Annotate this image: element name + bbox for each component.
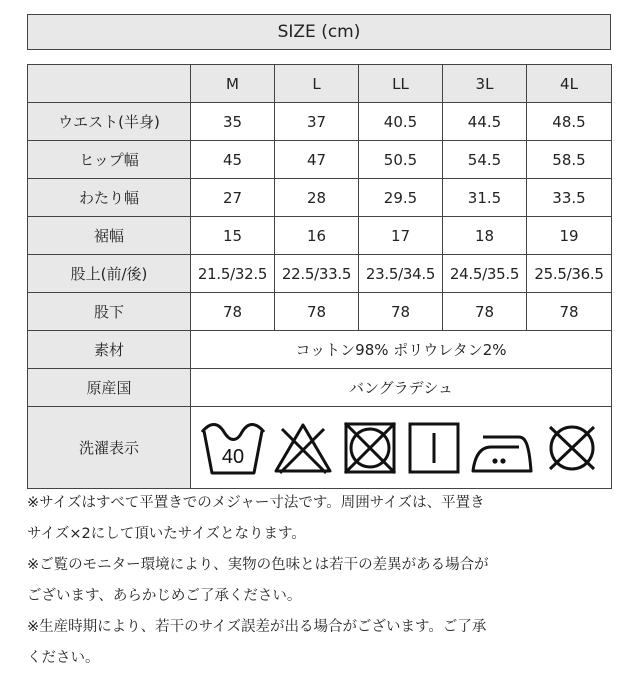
table-row	[28, 179, 612, 217]
table-cell: 22.5/33.5	[275, 255, 359, 293]
note-line: ※サイズはすべて平置きでのメジャー寸法です。周囲サイズは、平置き	[27, 495, 485, 511]
table-cell: 25.5/36.5	[527, 255, 612, 293]
table-cell: 78	[443, 293, 527, 331]
no-dry-clean-icon	[542, 419, 602, 477]
column-header: 4L	[527, 65, 612, 103]
origin-row	[28, 369, 612, 407]
no-tumble-dry-icon	[341, 419, 399, 477]
table-cell: 27	[191, 179, 275, 217]
table-cell: 45	[191, 141, 275, 179]
column-header: LL	[359, 65, 443, 103]
table-cell: 58.5	[527, 141, 612, 179]
note-line: ※ご覧のモニター環境により、実物の色味とは若干の差異がある場合が	[27, 557, 489, 573]
table-cell: 17	[359, 217, 443, 255]
no-bleach-icon	[272, 419, 334, 477]
table-row	[28, 217, 612, 255]
row-label: 裾幅	[28, 217, 191, 255]
table-cell: 44.5	[443, 103, 527, 141]
table-row	[28, 293, 612, 331]
table-cell: 15	[191, 217, 275, 255]
table-cell: 78	[275, 293, 359, 331]
row-label: ヒップ幅	[28, 141, 191, 179]
table-cell: 40.5	[359, 103, 443, 141]
table-cell: 28	[275, 179, 359, 217]
table-cell: 50.5	[359, 141, 443, 179]
column-header: 3L	[443, 65, 527, 103]
size-table-title: SIZE (cm)	[27, 14, 611, 50]
iron-low-icon	[469, 419, 535, 477]
table-row	[28, 255, 612, 293]
size-notes	[27, 488, 617, 674]
table-cell: 24.5/35.5	[443, 255, 527, 293]
table-cell: 31.5	[443, 179, 527, 217]
wash-40-icon	[200, 419, 266, 477]
note-line: ください。	[27, 650, 100, 666]
table-cell: 23.5/34.5	[359, 255, 443, 293]
note-line: ございます、あらかじめご了承ください。	[27, 588, 302, 604]
table-cell: 33.5	[527, 179, 612, 217]
column-header: M	[191, 65, 275, 103]
column-header: L	[275, 65, 359, 103]
corner-cell	[28, 65, 191, 103]
table-cell: 37	[275, 103, 359, 141]
line-dry-icon	[405, 419, 463, 477]
table-cell: 21.5/32.5	[191, 255, 275, 293]
row-label: 原産国	[28, 369, 191, 407]
table-cell: 19	[527, 217, 612, 255]
material-row	[28, 331, 612, 369]
care-row	[28, 407, 612, 489]
note-line: サイズ×2にして頂いたサイズとなります。	[27, 526, 306, 542]
table-cell: 78	[527, 293, 612, 331]
care-symbols-cell	[191, 407, 612, 489]
row-label: 洗濯表示	[28, 407, 191, 489]
table-cell: 16	[275, 217, 359, 255]
row-label: 素材	[28, 331, 191, 369]
size-table	[27, 64, 612, 489]
wash-temp-label: 40	[222, 445, 245, 468]
table-row	[28, 103, 612, 141]
table-cell: 29.5	[359, 179, 443, 217]
note-line: ※生産時期により、若干のサイズ誤差が出る場合がございます。ご了承	[27, 619, 487, 635]
table-cell: 48.5	[527, 103, 612, 141]
table-cell: 78	[191, 293, 275, 331]
care-symbols	[191, 419, 611, 477]
header-row	[28, 65, 612, 103]
row-label: ウエスト(半身)	[28, 103, 191, 141]
table-cell: 78	[359, 293, 443, 331]
table-row	[28, 141, 612, 179]
origin-value: バングラデシュ	[191, 369, 612, 407]
table-cell: 54.5	[443, 141, 527, 179]
table-cell: 35	[191, 103, 275, 141]
material-value: コットン98% ポリウレタン2%	[191, 331, 612, 369]
row-label: 股上(前/後)	[28, 255, 191, 293]
table-cell: 18	[443, 217, 527, 255]
row-label: わたり幅	[28, 179, 191, 217]
row-label: 股下	[28, 293, 191, 331]
table-cell: 47	[275, 141, 359, 179]
